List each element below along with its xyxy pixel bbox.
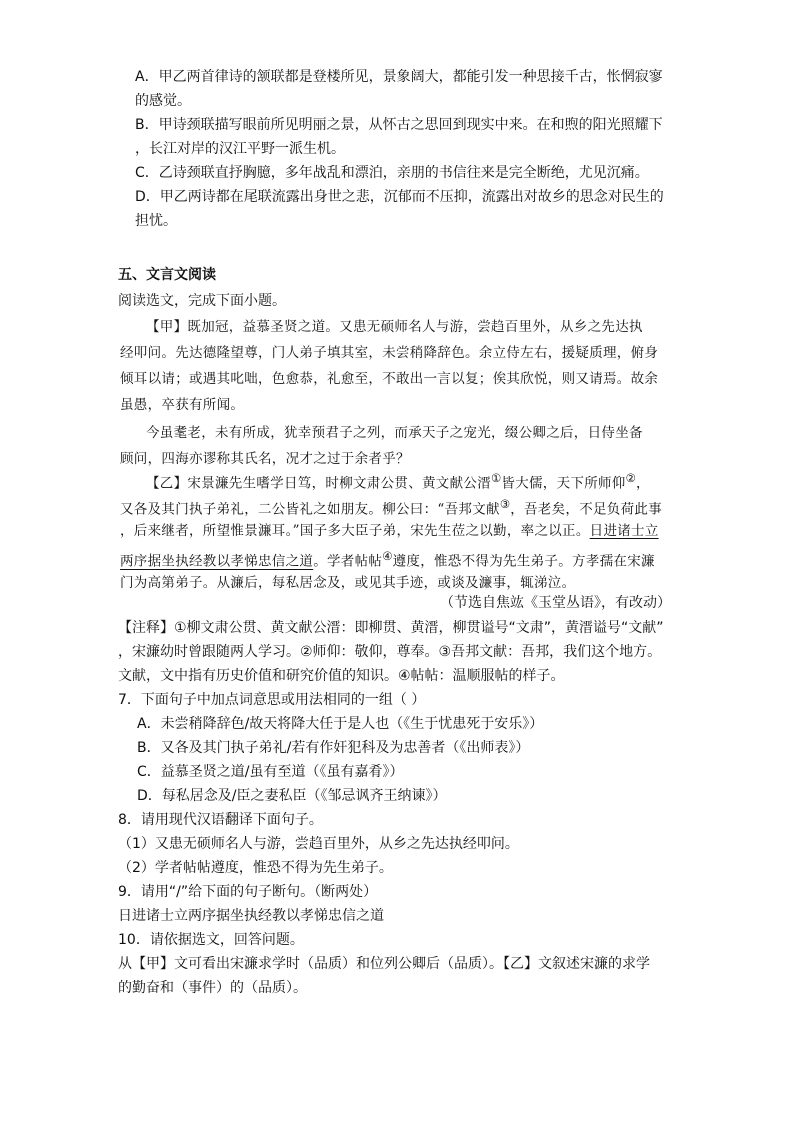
- passage-yi-line4: 两序据坐执经教以孝悌忠信之道。学者帖帖④遵度，惟恐不得为先生弟子。方孝孺在宋濂: [120, 550, 655, 570]
- q7-option-a: A．未尝稍降辞色/故天将降大任于是人也（《生于忧患死于安乐》）: [137, 716, 544, 732]
- option-d-line1: D．甲乙两诗都在尾联流露出身世之悲，沉郁而不压抑，流露出对故乡的思念对民生的: [135, 189, 664, 205]
- question-8: 8．请用现代汉语翻译下面句子。: [118, 812, 323, 828]
- option-b-line2: ，长江对岸的汉江平野一派生机。: [135, 141, 345, 157]
- q7-option-d: D．每私居念及/臣之妻私臣（《邹忌讽齐王纳谏》）: [137, 788, 447, 804]
- passage-yi-line3: ，后来继者，所望惟景濂耳。”国子多大臣子弟，宋先生莅之以勤，率之以正。日进诸士立: [120, 523, 659, 539]
- underlined-sentence: 日进诸士立: [589, 523, 659, 539]
- option-a-line1: A．甲乙两首律诗的颔联都是登楼所见，景象阔大，都能引发一种思接千古，怅惘寂寥: [135, 69, 663, 85]
- passage-jia-line: 【甲】既加冠，益慕圣贤之道。又患无硕师名人与游，尝趋百里外，从乡之先达执: [146, 319, 643, 335]
- footnote-marker: ④: [382, 550, 393, 563]
- question-9: 9．请用“/”给下面的句子断句。（断两处）: [118, 884, 378, 900]
- question-10: 10．请依据选文，回答问题。: [118, 932, 304, 948]
- footnote-marker: ③: [499, 498, 511, 511]
- passage-yi-line1: 【乙】宋景濂先生嗜学日笃，时柳文肃公贯、黄文献公溍①皆大儒，天下所师仰②，: [146, 472, 650, 492]
- notes-line: 【注释】①柳文肃公贯、黄文献公溍：即柳贯、黄溍，柳贯谥号“文肃”，黄溍谥号“文献”: [118, 620, 664, 636]
- source-citation: （节选自焦竑《玉堂丛语》，有改动）: [440, 595, 671, 611]
- q10-line: 的勤奋和（事件）的（品质）。: [118, 980, 307, 996]
- section-title: 五、文言文阅读: [118, 267, 216, 283]
- instruction: 阅读选文，完成下面小题。: [118, 293, 286, 309]
- q9-sentence: 日进诸士立两序据坐执经教以孝悌忠信之道: [118, 908, 384, 924]
- passage-jia-line: 今虽耄老，未有所成，犹幸预君子之列，而承天子之宠光，缀公卿之后，日侍坐备: [146, 425, 643, 441]
- footnote-marker: ②: [625, 472, 636, 485]
- option-c-line: C．乙诗颈联直抒胸臆，多年战乱和漂泊，亲朋的书信往来是完全断绝，尤见沉痛。: [135, 165, 649, 181]
- passage-yi-line5: 门为高第弟子。从濂后，每私居念及，或见其手迹，或谈及濂事，辄涕泣。: [120, 575, 576, 591]
- passage-jia-line: 顾问，四海亦谬称其氏名，况才之过于余者乎？: [120, 451, 410, 467]
- passage-yi-line2: 又各及其门执子弟礼，二公皆礼之如朋友。柳公曰：“吾邦文献③，吾老矣，不足负荷此事: [120, 498, 663, 518]
- option-d-line2: 担忧。: [135, 213, 177, 229]
- notes-line: ，宋濂幼时曾跟随两人学习。②师仰：敬仰，尊奉。③吾邦文献：吾邦，我们这个地方。: [118, 644, 662, 660]
- footnote-marker: ①: [491, 472, 502, 485]
- q10-line: 从【甲】文可看出宋濂求学时（品质）和位列公卿后（品质）。【乙】文叙述宋濂的求学: [118, 956, 650, 972]
- passage-jia-line: 倾耳以请；或遇其叱咄，色愈恭，礼愈至，不敢出一言以复；俟其欣悦，则又请焉。故余: [120, 371, 659, 387]
- underlined-sentence: 两序据坐执经教以孝悌忠信之道: [120, 553, 314, 570]
- q7-option-c: C．益慕圣贤之道/虽有至道（《虽有嘉肴》）: [137, 764, 404, 780]
- passage-jia-line: 经叩问。先达德隆望尊，门人弟子填其室，未尝稍降辞色。余立侍左右，援疑质理，俯身: [120, 345, 659, 361]
- q8-item-1: （1）又患无硕师名人与游，尝趋百里外，从乡之先达执经叩问。: [118, 836, 519, 852]
- option-b-line1: B．甲诗颈联描写眼前所见明丽之景，从怀古之思回到现实中来。在和煦的阳光照耀下: [135, 117, 663, 133]
- q8-item-2: （2）学者帖帖遵度，惟恐不得为先生弟子。: [118, 860, 393, 876]
- passage-jia-line: 虽愚，卒获有所闻。: [120, 397, 245, 413]
- q7-option-b: B．又各及其门执子弟礼/若有作奸犯科及为忠善者（《出师表》）: [137, 740, 530, 756]
- question-7: 7．下面句子中加点词意思或用法相同的一组（ ）: [118, 692, 426, 708]
- option-a-line2: 的感觉。: [135, 93, 191, 109]
- notes-line: 文献，文中指有历史价值和研究价值的知识。④帖帖：温顺服帖的样子。: [118, 668, 565, 684]
